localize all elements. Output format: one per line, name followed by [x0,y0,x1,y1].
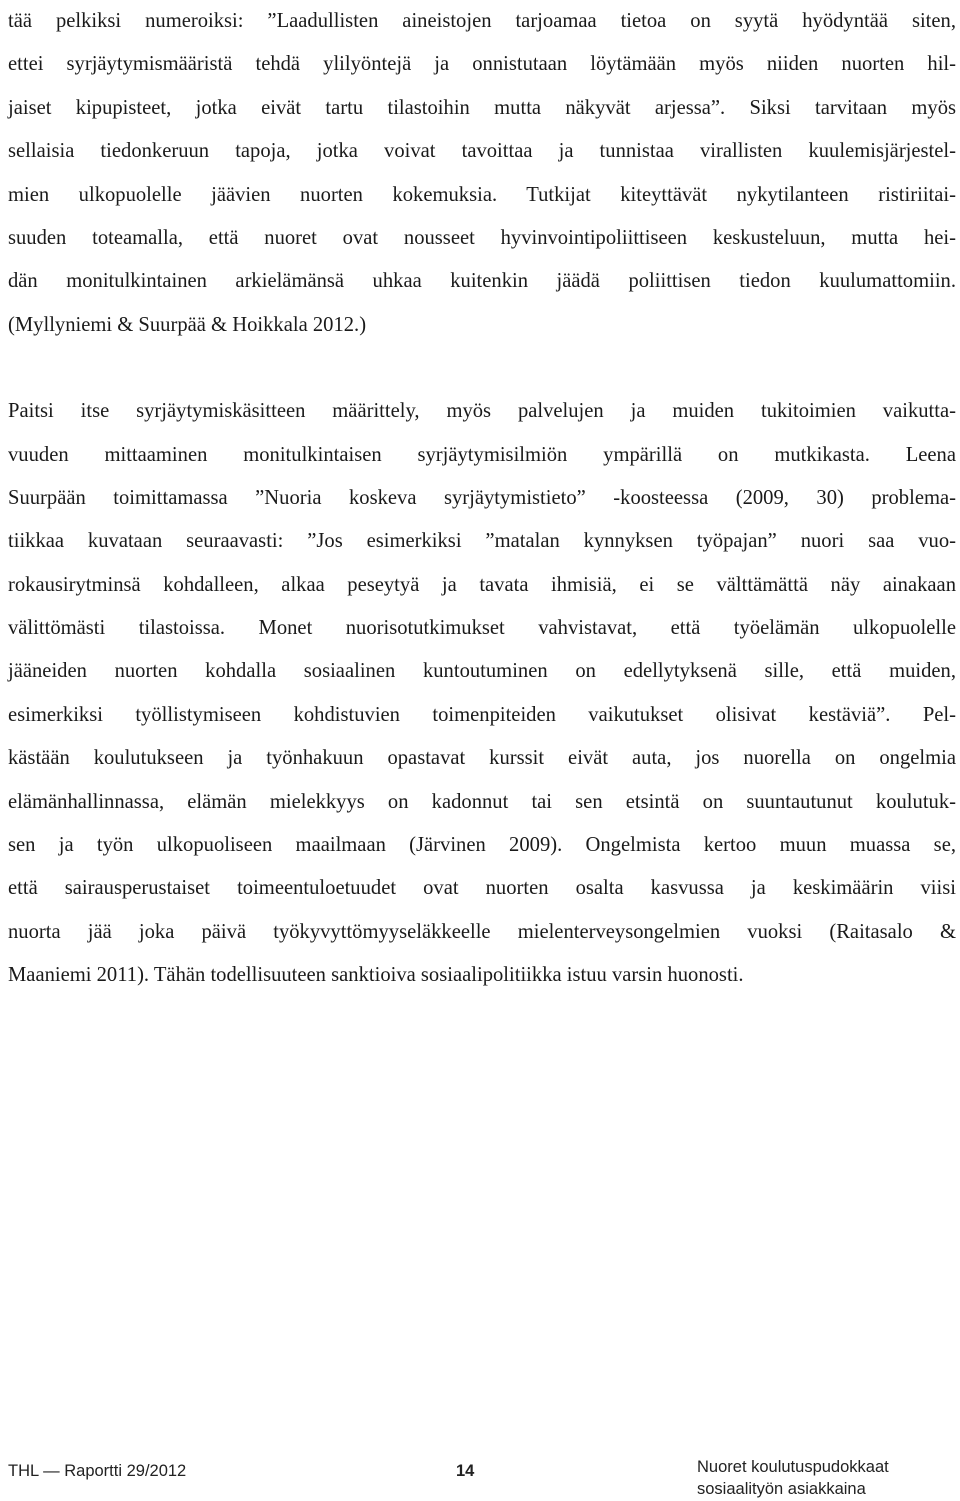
text-line: suuden toteamalla, että nuoret ovat nousseet hyvinvointipoliittiseen keskusteluun, mutta hei- [8,226,956,249]
text-line: jaiset kipupisteet, jotka eivät tartu tilastoihin mutta näkyvät arjessa”. Siksi tarvitaan myös [8,96,956,119]
text-line: sellaisia tiedonkeruun tapoja, jotka voivat tavoittaa ja tunnistaa virallisten kuulemisjärjestel- [8,140,956,163]
paragraph-1 [8,0,956,347]
text-line: Paitsi itse syrjäytymiskäsitteen määrittely, myös palvelujen ja muiden tukitoimien vaikutta- [8,400,956,423]
page-number: 14 [456,1462,475,1480]
footer-report-label: THL — Raportti 29/2012 [8,1462,187,1480]
text-line: (Myllyniemi & Suurpää & Hoikkala 2012.) [8,313,367,336]
text-line: kästään koulutukseen ja työnhakuun opastavat kurssit eivät auta, jos nuorella on ongelmia [8,747,956,770]
footer-publication-title [697,1456,889,1500]
text-line: Suurpään toimittamassa ”Nuoria koskeva syrjäytymistieto” -koosteessa (2009, 30) problema- [8,486,956,509]
text-line: tää pelkiksi numeroiksi: ”Laadullisten aineistojen tarjoamaa tietoa on syytä hyödyntää siten, [8,10,956,32]
text-line: nuorta jää joka päivä työkyvyttömyyseläkkeelle mielenterveysongelmien vuoksi (Raitasalo & [8,920,956,943]
footer-title-line-2: sosiaalityön asiakkaina [697,1480,866,1498]
page-body [8,0,956,998]
text-line: tiikkaa kuvataan seuraavasti: ”Jos esimerkiksi ”matalan kynnyksen työpajan” nuori saa vuo- [8,530,956,553]
paragraph-2 [8,390,956,997]
text-line: välittömästi tilastoissa. Monet nuorisotutkimukset vahvistavat, että työelämän ulkopuolelle [8,617,956,640]
text-line: rokausirytminsä kohdalleen, alkaa peseytyä ja tavata ihmisiä, ei se välttämättä näy ainakaan [8,573,956,596]
text-line: Maaniemi 2011). Tähän todellisuuteen sanktioiva sosiaalipolitiikka istuu varsin huonosti. [8,964,744,987]
paragraph-spacer [8,347,956,390]
text-line: jääneiden nuorten kohdalla sosiaalinen kuntoutuminen on edellytyksenä sille, että muiden, [8,660,956,683]
footer-title-line-1: Nuoret koulutuspudokkaat [697,1458,889,1476]
page-footer [0,1450,960,1501]
text-line: sen ja työn ulkopuoliseen maailmaan (Järvinen 2009). Ongelmista kertoo muun muassa se, [8,834,956,857]
text-line: esimerkiksi työllistymiseen kohdistuvien toimenpiteiden vaikutukset olisivat kestäviä”. Pel- [8,703,956,726]
text-line: vuuden mittaaminen monitulkintaisen syrjäytymisilmiön ympärillä on mutkikasta. Leena [8,443,956,466]
text-line: että sairausperustaiset toimeentuloetuudet ovat nuorten osalta kasvussa ja keskimäärin viisi [8,877,956,900]
text-line: elämänhallinnassa, elämän mielekkyys on kadonnut tai sen etsintä on suuntautunut koulutuk- [8,790,956,813]
text-line: mien ulkopuolelle jäävien nuorten kokemuksia. Tutkijat kiteyttävät nykytilanteen ristiriitai- [8,183,956,206]
text-line: dän monitulkintainen arkielämänsä uhkaa kuitenkin jäädä poliittisen tiedon kuulumattomiin. [8,270,956,293]
text-line: ettei syrjäytymismääristä tehdä ylilyöntejä ja onnistutaan löytämään myös niiden nuorten hil- [8,53,956,76]
